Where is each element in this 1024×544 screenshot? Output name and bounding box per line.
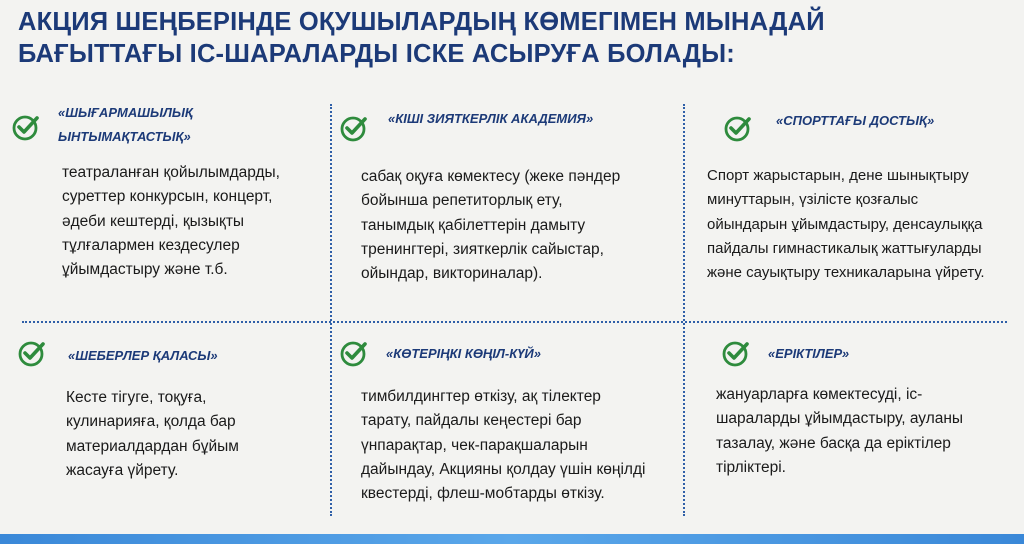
body-line: сабақ оқуға көмектесу (жеке пәндер <box>361 168 621 185</box>
card-body <box>361 165 620 286</box>
card-body <box>716 383 963 480</box>
card-body <box>361 385 645 506</box>
body-line: пайдалы гимнастикалық жаттығуларды <box>707 239 982 257</box>
body-line: ұйымдастыру және т.б. <box>62 261 228 279</box>
body-line: үнпарақтар, чек-парақшаларын <box>361 436 588 454</box>
title-line-1: АКЦИЯ ШЕҢБЕРІНДЕ ОҚУШЫЛАРДЫҢ КӨМЕГІМЕН МЫНАДАЙ <box>18 8 825 36</box>
body-line: кулинарияға, қолда бар <box>66 413 236 431</box>
card-heading <box>58 101 193 149</box>
heading-line-1: «СПОРТТАҒЫ ДОСТЫҚ» <box>776 113 935 128</box>
vertical-divider-1 <box>330 104 332 516</box>
body-line: ойындар, викториналар). <box>361 265 543 283</box>
title-line-2: БАҒЫТТАҒЫ ІС-ШАРАЛАРДЫ ІСКЕ АСЫРУҒА БОЛАДЫ: <box>18 40 735 68</box>
body-line: және сауықтыру техникаларына үйрету. <box>707 264 985 282</box>
card-body <box>707 164 985 285</box>
body-line: материалдардан бұйым <box>66 437 239 455</box>
check-circle-icon <box>340 114 368 142</box>
heading-line-1: «ШЕБЕРЛЕР ҚАЛАСЫ» <box>68 348 218 363</box>
body-line: тренингтері, зияткерлік сайыстар, <box>361 240 604 258</box>
heading-line-1: «ЕРІКТІЛЕР» <box>768 346 850 361</box>
card-heading <box>768 342 849 366</box>
heading-line-1: «КІШІ ЗИЯТКЕРЛІК АКАДЕМИЯ» <box>388 111 594 126</box>
body-line: квестерді, флеш-мобтарды өткізу. <box>361 485 605 503</box>
card-body <box>66 386 239 483</box>
check-circle-icon <box>12 113 40 141</box>
body-line: бойынша репетиторлық ету, <box>361 192 563 210</box>
page-title <box>18 6 1008 70</box>
body-line: тұлғалармен кездесулер <box>62 236 240 254</box>
body-line: дайындау, Акцияны қолдау үшін көңілді <box>361 460 646 478</box>
heading-line-1: «ШЫҒАРМАШЫЛЫҚ <box>58 105 193 120</box>
check-circle-icon <box>722 339 750 367</box>
check-circle-icon <box>724 114 752 142</box>
body-line: театраланған қойылымдарды, <box>62 164 280 181</box>
card-heading <box>776 109 934 133</box>
card-heading <box>388 107 593 131</box>
body-line: Спорт жарыстарын, дене шынықтыру <box>707 167 969 184</box>
body-line: минуттарын, үзілісте қозғалыс <box>707 191 919 209</box>
vertical-divider-2 <box>683 104 685 516</box>
card-body <box>62 161 280 282</box>
body-line: жануарларға көмектесуді, іс- <box>716 386 923 403</box>
body-line: тимбилдингтер өткізу, ақ тілектер <box>361 388 601 405</box>
body-line: ойындарын ұйымдастыру, денсаулыққа <box>707 215 983 233</box>
card-heading <box>386 342 541 366</box>
body-line: тарату, пайдалы кеңестері бар <box>361 412 582 430</box>
card-heading <box>68 344 218 368</box>
check-circle-icon <box>18 339 46 367</box>
heading-line-2: ЫНТЫМАҚТАСТЫҚ» <box>58 129 191 144</box>
body-line: жасауға үйрету. <box>66 461 179 479</box>
bottom-accent-bar <box>0 534 1024 544</box>
check-circle-icon <box>340 339 368 367</box>
horizontal-divider <box>22 321 1007 323</box>
body-line: Кесте тігуге, тоқуға, <box>66 389 207 406</box>
body-line: танымдық қабілеттерін дамыту <box>361 216 586 234</box>
body-line: тазалау, және басқа да еріктілер <box>716 434 951 452</box>
body-line: шараларды ұйымдастыру, ауланы <box>716 410 964 428</box>
body-line: суреттер конкурсын, концерт, <box>62 188 273 206</box>
body-line: тірліктері. <box>716 458 786 476</box>
heading-line-1: «КӨТЕРІҢКІ КӨҢІЛ-КҮЙ» <box>386 346 541 361</box>
body-line: әдеби кештерді, қызықты <box>62 212 245 230</box>
